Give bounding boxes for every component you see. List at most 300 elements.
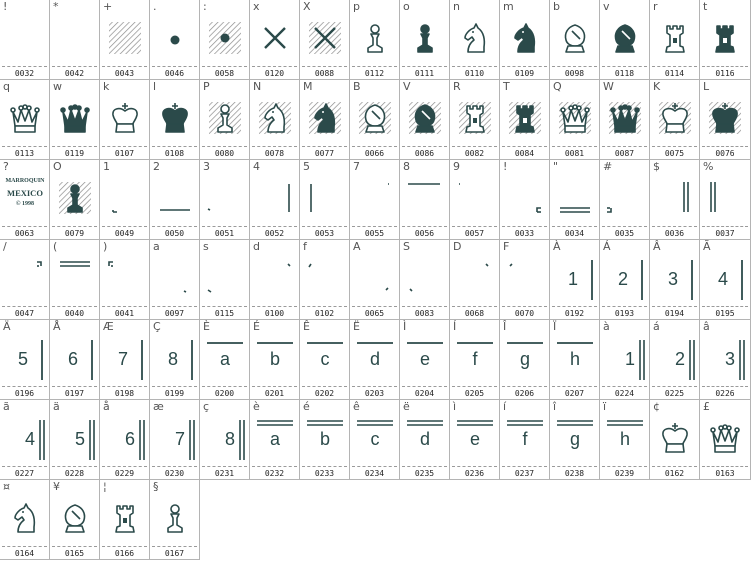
hatch-dot-icon (200, 0, 250, 80)
knight-white-icon (450, 0, 500, 80)
cell-code: 0046 (164, 69, 185, 78)
cell-character: Í (453, 320, 457, 333)
glyph-cell[interactable] (650, 80, 700, 160)
baseline-divider (2, 226, 47, 227)
cell-character: ì (453, 400, 457, 413)
cell-code: 0230 (164, 469, 185, 478)
knight-white-icon (0, 480, 50, 560)
glyph-cell[interactable] (50, 80, 100, 160)
glyph-cell[interactable] (450, 320, 500, 400)
cell-character: S (403, 240, 410, 253)
glyph-cell[interactable] (450, 160, 500, 240)
cell-character: T (503, 80, 510, 93)
glyph-cell[interactable] (350, 320, 400, 400)
cell-code: 0201 (264, 389, 285, 398)
glyph-cell[interactable] (350, 0, 400, 80)
cell-code: 0231 (214, 469, 235, 478)
cell-code: 0198 (114, 389, 135, 398)
glyph-cell[interactable] (0, 240, 50, 320)
cell-character: Ì (403, 320, 407, 333)
frame-3-icon (200, 160, 250, 240)
cell-character: ï (603, 400, 607, 413)
rook-white-icon (650, 0, 700, 80)
cell-character: æ (153, 400, 164, 413)
frame-7-icon (350, 160, 400, 240)
baseline-divider (552, 146, 597, 147)
pawn-black-icon (400, 0, 450, 80)
glyph-cell[interactable] (500, 320, 550, 400)
glyph-cell[interactable] (50, 160, 100, 240)
cell-code: 0032 (14, 69, 35, 78)
king-black-hatch-icon (700, 80, 750, 160)
frame-9-icon (450, 160, 500, 240)
glyph-cell[interactable] (200, 80, 250, 160)
bishop-white-hatch-icon (350, 80, 400, 160)
coordinate-label: b (269, 349, 281, 369)
cell-character: ¦ (103, 480, 107, 493)
rank-icon (650, 240, 700, 320)
frame-s-icon (200, 240, 250, 320)
glyph-cell[interactable] (600, 400, 650, 480)
cell-code: 0112 (364, 69, 385, 78)
glyph-cell[interactable] (650, 240, 700, 320)
baseline-divider (102, 466, 147, 467)
baseline-divider (2, 466, 47, 467)
glyph-cell[interactable] (50, 400, 100, 480)
cell-character: a (153, 240, 160, 253)
baseline-divider (652, 306, 697, 307)
glyph-cell[interactable] (550, 320, 600, 400)
cell-character: % (703, 160, 714, 173)
rank-icon (600, 240, 650, 320)
glyph-cell[interactable] (350, 400, 400, 480)
glyph-cell[interactable] (250, 320, 300, 400)
baseline-divider (352, 226, 397, 227)
cell-code: 0079 (64, 229, 85, 238)
glyph-cell[interactable] (700, 320, 751, 400)
cell-character: Ë (353, 320, 360, 333)
frame-5-icon (300, 160, 350, 240)
glyph-cell[interactable] (650, 160, 700, 240)
frame-8-icon (400, 160, 450, 240)
rank-icon (50, 320, 100, 400)
coordinate-label: d (369, 349, 381, 369)
glyph-cell[interactable] (50, 0, 100, 80)
baseline-divider (402, 146, 447, 147)
coordinate-label: b (319, 429, 331, 449)
cell-code: 0084 (514, 149, 535, 158)
file-icon (550, 320, 600, 400)
glyph-cell[interactable] (600, 320, 650, 400)
cell-character: ! (3, 0, 8, 13)
glyph-cell[interactable] (700, 240, 751, 320)
glyph-cell[interactable] (550, 0, 600, 80)
glyph-cell[interactable] (300, 0, 350, 80)
cell-code: 0063 (14, 229, 35, 238)
baseline-divider (352, 66, 397, 67)
baseline-divider (652, 66, 697, 67)
baseline-divider (352, 466, 397, 467)
baseline-divider (452, 146, 497, 147)
cell-code: 0109 (514, 69, 535, 78)
file-icon (500, 320, 550, 400)
cell-character: w (53, 80, 62, 93)
coordinate-label: 8 (224, 429, 236, 449)
glyph-cell[interactable] (700, 400, 751, 480)
baseline-divider (102, 226, 147, 227)
cell-character: Ï (553, 320, 557, 333)
glyph-cell[interactable] (200, 320, 250, 400)
glyph-cell[interactable] (0, 400, 50, 480)
glyph-cell[interactable] (450, 80, 500, 160)
file-icon (550, 400, 600, 480)
file-icon (300, 400, 350, 480)
cell-character: Å (53, 320, 61, 333)
baseline-divider (152, 466, 197, 467)
glyph-cell[interactable] (50, 480, 100, 560)
file-icon (300, 320, 350, 400)
cell-code: 0107 (114, 149, 135, 158)
frame-A-icon (350, 240, 400, 320)
file-icon (500, 400, 550, 480)
cell-code: 0065 (364, 309, 385, 318)
cell-code: 0086 (414, 149, 435, 158)
cell-character: P (203, 80, 210, 93)
glyph-cell[interactable] (400, 240, 450, 320)
glyph-cell[interactable] (450, 400, 500, 480)
cell-code: 0196 (14, 389, 35, 398)
glyph-cell[interactable] (100, 160, 150, 240)
glyph-cell[interactable] (250, 0, 300, 80)
coordinate-label: d (419, 429, 431, 449)
cell-character: : (203, 0, 207, 13)
rook-white-hatch-icon (450, 80, 500, 160)
glyph-cell[interactable] (500, 160, 550, 240)
rook-white-icon (100, 480, 150, 560)
cell-code: 0225 (664, 389, 685, 398)
glyph-cell[interactable] (300, 80, 350, 160)
baseline-divider (202, 146, 247, 147)
glyph-cell[interactable] (550, 80, 600, 160)
baseline-divider (252, 146, 297, 147)
baseline-divider (202, 306, 247, 307)
glyph-cell[interactable] (150, 320, 200, 400)
glyph-cell[interactable] (550, 160, 600, 240)
cell-code: 0205 (464, 389, 485, 398)
cell-character: Q (553, 80, 562, 93)
cell-code: 0047 (14, 309, 35, 318)
coordinate-label: 5 (17, 349, 29, 369)
glyph-cell[interactable] (150, 80, 200, 160)
cell-character: 2 (153, 160, 160, 173)
cell-code: 0239 (614, 469, 635, 478)
cell-code: 0098 (564, 69, 585, 78)
cell-code: 0043 (114, 69, 135, 78)
baseline-divider (502, 66, 547, 67)
cell-character: ã (3, 400, 10, 413)
frame-S-icon (400, 240, 450, 320)
glyph-cell[interactable] (400, 320, 450, 400)
cell-character: f (303, 240, 307, 253)
frame-F-icon (500, 240, 550, 320)
frame-percent-icon (700, 160, 750, 240)
glyph-cell[interactable] (250, 400, 300, 480)
glyph-cell[interactable] (400, 160, 450, 240)
baseline-divider (602, 466, 647, 467)
cell-character: 1 (103, 160, 110, 173)
glyph-cell[interactable] (250, 160, 300, 240)
glyph-cell[interactable] (300, 160, 350, 240)
cell-character: ¥ (53, 480, 60, 493)
cell-character: Â (653, 240, 661, 253)
glyph-cell[interactable] (0, 0, 50, 80)
glyph-cell[interactable] (100, 0, 150, 80)
cell-code: 0108 (164, 149, 185, 158)
cell-character: Ã (703, 240, 711, 253)
baseline-divider (552, 386, 597, 387)
rank-icon (50, 400, 100, 480)
cell-code: 0202 (314, 389, 335, 398)
glyph-cell[interactable] (0, 320, 50, 400)
knight-black-hatch-icon (300, 80, 350, 160)
cell-character: È (203, 320, 210, 333)
glyph-cell[interactable] (350, 80, 400, 160)
cell-code: 0111 (414, 69, 435, 78)
file-icon (350, 320, 400, 400)
glyph-cell[interactable] (650, 320, 700, 400)
cell-character: ä (53, 400, 60, 413)
cell-character: 3 (203, 160, 210, 173)
glyph-cell[interactable] (300, 240, 350, 320)
cell-character: B (353, 80, 361, 93)
glyph-cell[interactable] (150, 160, 200, 240)
glyph-cell[interactable] (400, 80, 450, 160)
baseline-divider (302, 466, 347, 467)
logo-text: MARROQUIN (5, 178, 45, 184)
glyph-cell[interactable] (150, 0, 200, 80)
glyph-cell[interactable] (150, 400, 200, 480)
file-icon (200, 320, 250, 400)
pawn-white-icon (150, 480, 200, 560)
coordinate-label: h (619, 429, 631, 449)
cell-code: 0114 (664, 69, 685, 78)
cell-code: 0035 (614, 229, 635, 238)
cell-character: b (553, 0, 560, 13)
baseline-divider (302, 226, 347, 227)
glyph-cell[interactable] (700, 80, 751, 160)
logo-text: MEXICO (7, 188, 43, 198)
cell-code: 0113 (14, 149, 35, 158)
glyph-cell[interactable] (150, 480, 200, 560)
coordinate-label: c (320, 349, 330, 369)
cell-character: s (203, 240, 209, 253)
rank-icon (0, 320, 50, 400)
baseline-divider (52, 226, 97, 227)
cell-character: W (603, 80, 614, 93)
pawn-white-hatch-icon (200, 80, 250, 160)
cell-code: 0080 (214, 149, 235, 158)
glyph-cell[interactable] (600, 240, 650, 320)
cell-code: 0163 (715, 469, 735, 478)
baseline-divider (252, 386, 297, 387)
cell-code: 0206 (514, 389, 535, 398)
hatch-cross-icon (300, 0, 350, 80)
glyph-cell[interactable] (200, 0, 250, 80)
cell-character: ( (53, 240, 58, 253)
coordinate-label: f (472, 349, 478, 369)
baseline-divider (52, 386, 97, 387)
cell-code: 0033 (514, 229, 535, 238)
cell-code: 0051 (214, 229, 235, 238)
cell-code: 0162 (664, 469, 685, 478)
glyph-cell[interactable] (400, 400, 450, 480)
cell-code: 0232 (264, 469, 285, 478)
glyph-cell[interactable] (300, 320, 350, 400)
coordinate-label: g (569, 429, 581, 449)
baseline-divider (152, 66, 197, 67)
cell-code: 0100 (264, 309, 285, 318)
cell-code: 0238 (564, 469, 585, 478)
cell-character: / (3, 240, 7, 253)
cell-code: 0229 (114, 469, 135, 478)
glyph-cell[interactable] (0, 480, 50, 560)
cell-code: 0203 (364, 389, 385, 398)
cell-character: 7 (353, 160, 360, 173)
glyph-cell[interactable] (700, 0, 751, 80)
glyph-cell[interactable] (100, 400, 150, 480)
file-icon (450, 400, 500, 480)
coordinate-label: 6 (124, 429, 136, 449)
glyph-cell[interactable] (350, 240, 400, 320)
frame-hash-icon (600, 160, 650, 240)
cell-character: x (253, 0, 260, 13)
glyph-cell[interactable] (550, 400, 600, 480)
cell-code: 0083 (414, 309, 435, 318)
glyph-cell[interactable] (500, 80, 550, 160)
cell-code: 0204 (414, 389, 435, 398)
cell-code: 0041 (114, 309, 135, 318)
cell-code: 0040 (64, 309, 85, 318)
glyph-cell[interactable] (100, 240, 150, 320)
glyph-cell[interactable] (200, 400, 250, 480)
baseline-divider (52, 66, 97, 67)
rank-icon (550, 240, 600, 320)
frame-2-icon (150, 160, 200, 240)
cell-code: 0087 (614, 149, 635, 158)
glyph-cell[interactable] (300, 400, 350, 480)
cell-character: ) (103, 240, 108, 253)
glyph-cell[interactable] (50, 320, 100, 400)
cell-code: 0193 (614, 309, 635, 318)
cell-code: 0034 (564, 229, 585, 238)
cell-code: 0077 (314, 149, 335, 158)
cell-character: É (253, 320, 260, 333)
glyph-cell[interactable] (450, 240, 500, 320)
cell-code: 0049 (114, 229, 135, 238)
glyph-cell[interactable] (600, 80, 650, 160)
glyph-cell[interactable] (100, 80, 150, 160)
baseline-divider (102, 546, 147, 547)
coordinate-label: 8 (167, 349, 179, 369)
glyph-cell[interactable] (100, 320, 150, 400)
cell-character: v (603, 0, 610, 13)
frame-a-icon (150, 240, 200, 320)
cell-code: 0057 (464, 229, 485, 238)
coordinate-label: a (219, 349, 231, 369)
glyph-cell[interactable] (650, 0, 700, 80)
glyph-cell[interactable] (350, 160, 400, 240)
glyph-cell[interactable] (250, 240, 300, 320)
baseline-divider (102, 306, 147, 307)
cell-code: 0165 (64, 549, 85, 558)
glyph-cell[interactable] (100, 480, 150, 560)
glyph-cell[interactable] (500, 400, 550, 480)
frame-D-icon (450, 240, 500, 320)
glyph-cell[interactable] (650, 400, 700, 480)
cell-character: í (503, 400, 507, 413)
cell-code: 0226 (715, 389, 735, 398)
baseline-divider (302, 146, 347, 147)
glyph-cell[interactable] (700, 160, 751, 240)
baseline-divider (552, 466, 597, 467)
cell-code: 0197 (64, 389, 85, 398)
glyph-cell[interactable] (400, 0, 450, 80)
glyph-cell[interactable] (600, 0, 650, 80)
baseline-divider (652, 146, 697, 147)
cell-character: À (553, 240, 561, 253)
cell-code: 0081 (564, 149, 585, 158)
king-white-icon (650, 400, 700, 480)
bishop-black-hatch-icon (400, 80, 450, 160)
baseline-divider (502, 386, 547, 387)
glyph-cell[interactable] (200, 160, 250, 240)
glyph-cell[interactable] (150, 240, 200, 320)
queen-white-icon (0, 80, 50, 160)
glyph-cell[interactable] (500, 0, 550, 80)
baseline-divider (352, 306, 397, 307)
cell-character: ! (503, 160, 508, 173)
pawn-white-icon (350, 0, 400, 80)
baseline-divider (452, 66, 497, 67)
coordinate-label: 3 (667, 269, 679, 289)
glyph-cell[interactable] (600, 160, 650, 240)
coordinate-label: 6 (67, 349, 79, 369)
baseline-divider (552, 226, 597, 227)
rank-icon (100, 400, 150, 480)
cell-code: 0228 (64, 469, 85, 478)
coordinate-label: f (522, 429, 528, 449)
file-icon (450, 320, 500, 400)
baseline-divider (202, 226, 247, 227)
file-icon (250, 320, 300, 400)
glyph-cell[interactable] (500, 240, 550, 320)
rank-icon (150, 320, 200, 400)
glyph-cell[interactable] (450, 0, 500, 80)
glyph-cell[interactable] (550, 240, 600, 320)
glyph-cell[interactable] (50, 240, 100, 320)
baseline-divider (152, 226, 197, 227)
baseline-divider (502, 226, 547, 227)
baseline-divider (452, 466, 497, 467)
cell-character: o (403, 0, 410, 13)
glyph-cell[interactable] (0, 160, 50, 240)
glyph-cell[interactable] (250, 80, 300, 160)
cell-character: å (103, 400, 110, 413)
cell-code: 0036 (664, 229, 685, 238)
glyph-cell[interactable] (200, 240, 250, 320)
bishop-white-icon (50, 480, 100, 560)
glyph-cell[interactable] (0, 80, 50, 160)
